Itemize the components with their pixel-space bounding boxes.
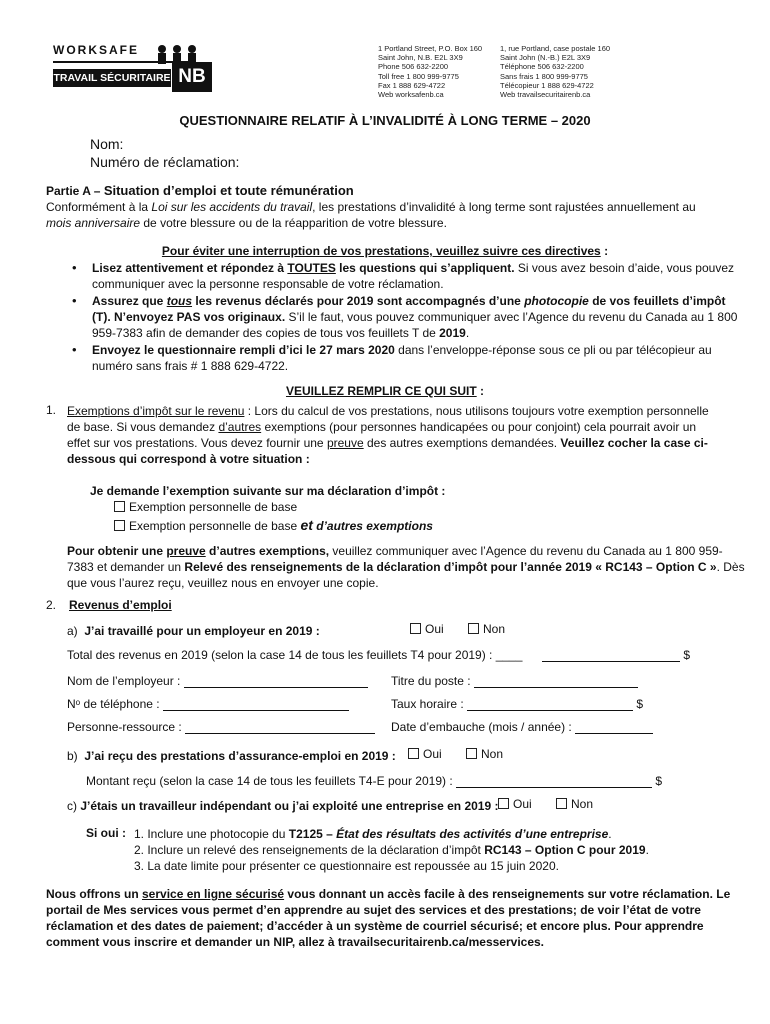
q2c-question: c) J’étais un travailleur indépendant ou j’ai exploité une entreprise en 2019 : [67, 799, 499, 813]
address-french: 1, rue Portland, case postale 160 Saint John (N.-B.) E2L 3X9 Téléphone 506 632-2200 Sans frais 1 800 999-9775 Télécopieur 1 888 629-4722 Web travailsecuritairenb.ca [500, 44, 611, 100]
nom-employeur-field[interactable]: Nom de l’employeur : [67, 674, 368, 688]
q2b-oui[interactable]: Oui [408, 747, 442, 761]
checkbox[interactable] [468, 623, 479, 634]
address-english: 1 Portland Street, P.O. Box 160 Saint John, N.B. E2L 3X9 Phone 506 632-2200 Toll free 1 800 999-9775 Fax 1 888 629-4722 Web worksafenb.ca [378, 44, 483, 100]
nom-label: Nom: [90, 136, 124, 152]
checkbox[interactable] [114, 501, 125, 512]
q2c-oui[interactable]: Oui [498, 797, 532, 811]
q1-text: Exemptions d’impôt sur le revenu : Lors du calcul de vos prestations, nous utilisons toujours votre exemption personnelle de base. Si vous demandez d’autres exemptions (pour personnes handicapées ou pour conjoint) cela pourrait avoir un effet sur vos prestations. Vous devez fournir une preuve des autres exemptions demandées. Veuillez cocher la case ci-dessous qui correspond à votre situation : [67, 404, 709, 466]
checkbox[interactable] [410, 623, 421, 634]
si-oui-label: Si oui : [86, 826, 126, 840]
directives-list [70, 260, 742, 375]
remplir-heading: VEUILLEZ REMPLIR CE QUI SUIT : [285, 384, 485, 398]
checkbox[interactable] [114, 520, 125, 531]
total-revenus-label: Total des revenus en 2019 (selon la case 14 de tous les feuillets T4 pour 2019) : ____ [67, 648, 523, 662]
logo-worksafe: WORKSAFE [53, 43, 195, 63]
services-en-ligne-paragraph: Nous offrons un service en ligne sécurisé vous donnant un accès facile à des renseignements sur votre réclamation. Le portail de Mes services vous permet d’en apprendre au sujet des services et des prestations; de voir l’état de votre réclamation et des dates de paiement; d’accéder à un système de courriel sécurisé; et encore plus. Pour apprendre comment vous inscrire et demander un NIP, allez à travailsecuritairenb.ca/messervices. [46, 887, 731, 949]
demande-label: Je demande l’exemption suivante sur ma déclaration d’impôt : [90, 484, 446, 498]
partie-a-heading: Partie A – Situation d’emploi et toute rémunération [46, 183, 354, 198]
q2b-non[interactable]: Non [466, 747, 503, 761]
q2-heading: Revenus d’emploi [69, 598, 172, 612]
telephone-field[interactable]: Nᵒ de téléphone : [67, 697, 349, 711]
reclamation-label: Numéro de réclamation: [90, 154, 240, 170]
q2-number: 2. [46, 598, 57, 612]
total-revenus-field[interactable]: $ [542, 648, 690, 662]
q1-number: 1. [46, 403, 57, 417]
page-title: QUESTIONNAIRE RELATIF À L’INVALIDITÉ À LONG TERME – 2020 [179, 113, 591, 128]
checkbox[interactable] [498, 798, 509, 809]
q2a-question: a) J’ai travaillé pour un employeur en 2019 : [67, 624, 320, 638]
checkbox[interactable] [408, 748, 419, 759]
q2a-non[interactable]: Non [468, 622, 505, 636]
directive-item: • Lisez attentivement et répondez à TOUTES les questions qui s’appliquent. Si vous avez besoin d’aide, vous pouvez communiquer avec la personne responsable de votre réclamation. [70, 260, 742, 292]
option-base[interactable]: Exemption personnelle de base [114, 500, 297, 514]
personne-ressource-field[interactable]: Personne-ressource : [67, 720, 375, 734]
q2a-oui[interactable]: Oui [410, 622, 444, 636]
checkbox[interactable] [466, 748, 477, 759]
si-oui-item: 2. Inclure un relevé des renseignements de la déclaration d’impôt RC143 – Option C pour 2019. [134, 843, 649, 857]
logo-nb: NB [172, 62, 212, 92]
si-oui-item: 3. La date limite pour présenter ce questionnaire est repoussée au 15 juin 2020. [134, 859, 559, 873]
q2b-question: b) J’ai reçu des prestations d’assurance-emploi en 2019 : [67, 749, 396, 763]
logo-figures-icon [150, 44, 210, 64]
obtenir-preuve-text: Pour obtenir une preuve d’autres exemptions, veuillez communiquer avec l’Agence du revenu du Canada au 1 800 959-7383 et demander un Relevé des renseignements de la déclaration d’impôt pour l’année 2019 « RC143 – Option C ». Dès que vous l’aurez reçu, veuillez nous en envoyer une copie. [67, 544, 745, 590]
option-base-et-autres[interactable]: Exemption personnelle de base et d’autres exemptions [114, 517, 433, 533]
intro-paragraph: Conformément à la Loi sur les accidents du travail, les prestations d’invalidité à long terme sont rajustées annuellement au mois anniversaire de votre blessure ou de la réapparition de votre blessure. [46, 200, 696, 230]
date-embauche-field[interactable]: Date d’embauche (mois / année) : [391, 720, 653, 734]
si-oui-list [134, 826, 734, 874]
directive-item: • Envoyez le questionnaire rempli d’ici le 27 mars 2020 dans l’enveloppe-réponse sous ce pli ou par télécopieur au numéro sans frais # 1 888 629-4722. [70, 342, 742, 374]
checkbox[interactable] [556, 798, 567, 809]
taux-horaire-field[interactable]: Taux horaire : $ [391, 697, 644, 711]
q2c-non[interactable]: Non [556, 797, 593, 811]
directives-heading: Pour éviter une interruption de vos prestations, veuillez suivre ces directives : [161, 244, 609, 258]
montant-recu-field[interactable]: Montant reçu (selon la case 14 de tous les feuillets T4-E pour 2019) : $ [86, 774, 663, 788]
logo-travail-securitaire: TRAVAIL SÉCURITAIRE [53, 69, 171, 87]
directive-item: • Assurez que tous les revenus déclarés pour 2019 sont accompagnés d’une photocopie de vos feuillets d’impôt (T). N’envoyez PAS vos originaux. S’il le faut, vous pouvez communiquer avec l’Agence du revenu du Canada au 1 800 959-7383 afin de demander des copies de tous vos feuillets T de 2019. [70, 293, 742, 341]
si-oui-item: 1. Inclure une photocopie du T2125 – État des résultats des activités d’une entreprise. [134, 827, 612, 841]
titre-poste-field[interactable]: Titre du poste : [391, 674, 638, 688]
